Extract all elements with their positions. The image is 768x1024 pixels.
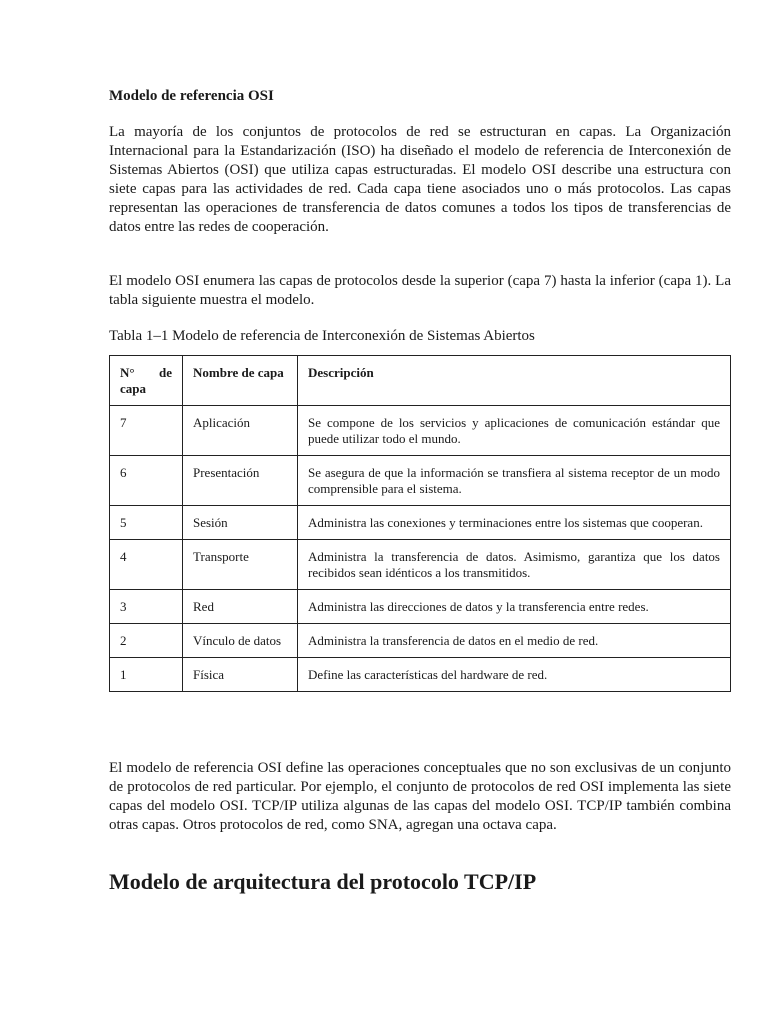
cell-description: Se asegura de que la información se transfiera al sistema receptor de un modo comprensible para el sistema. [298,456,731,506]
header-description: Descripción [298,356,731,406]
cell-layer-name: Red [183,590,298,624]
table-caption: Tabla 1–1 Modelo de referencia de Interconexión de Sistemas Abiertos [109,328,535,344]
table-header-row [110,356,731,406]
paragraph-intro: La mayoría de los conjuntos de protocolos de red se estructuran en capas. La Organización Internacional para la Estandarización (ISO) ha diseñado el modelo de referencia de Interconexión de Sistemas Abiertos (OSI) que utiliza capas estructuradas. El modelo OSI describe una estructura con siete capas para las actividades de red. Cada capa tiene asociados uno o más protocolos. Las capas representan las operaciones de transferencia de datos comunes a todos los tipos de transferencias de datos entre las redes de cooperación. [109,124,731,235]
cell-layer-number: 1 [110,658,183,692]
cell-layer-name: Vínculo de datos [183,624,298,658]
cell-description: Define las características del hardware de red. [298,658,731,692]
cell-description: Administra la transferencia de datos en el medio de red. [298,624,731,658]
cell-description: Administra las conexiones y terminaciones entre los sistemas que cooperan. [298,506,731,540]
section-title: Modelo de referencia OSI [109,88,274,104]
table-row [110,624,731,658]
paragraph-layers: El modelo OSI enumera las capas de protocolos desde la superior (capa 7) hasta la inferior (capa 1). La tabla siguiente muestra el modelo. [109,273,731,308]
header-layer-name: Nombre de capa [183,356,298,406]
table-row [110,590,731,624]
table-row [110,456,731,506]
cell-layer-name: Sesión [183,506,298,540]
cell-layer-name: Presentación [183,456,298,506]
osi-table [109,355,731,692]
tcpip-heading: Modelo de arquitectura del protocolo TCP/IP [109,869,537,894]
table-row [110,540,731,590]
cell-layer-name: Aplicación [183,406,298,456]
cell-description: Se compone de los servicios y aplicaciones de comunicación estándar que puede utilizar todo el mundo. [298,406,731,456]
header-layer-number: N° de capa [110,356,183,406]
cell-layer-number: 6 [110,456,183,506]
cell-layer-name: Física [183,658,298,692]
table-row [110,658,731,692]
cell-description: Administra la transferencia de datos. Asimismo, garantiza que los datos recibidos sean idénticos a los transmitidos. [298,540,731,590]
cell-description: Administra las direcciones de datos y la transferencia entre redes. [298,590,731,624]
paragraph-conclusion: El modelo de referencia OSI define las operaciones conceptuales que no son exclusivas de un conjunto de protocolos de red particular. Por ejemplo, el conjunto de protocolos de red OSI implementa las siete capas del modelo OSI. TCP/IP utiliza algunas de las capas del modelo OSI. TCP/IP también combina otras capas. Otros protocolos de red, como SNA, agregan una octava capa. [109,760,731,833]
cell-layer-number: 5 [110,506,183,540]
cell-layer-name: Transporte [183,540,298,590]
table-row [110,506,731,540]
cell-layer-number: 4 [110,540,183,590]
cell-layer-number: 2 [110,624,183,658]
cell-layer-number: 3 [110,590,183,624]
cell-layer-number: 7 [110,406,183,456]
table-row [110,406,731,456]
